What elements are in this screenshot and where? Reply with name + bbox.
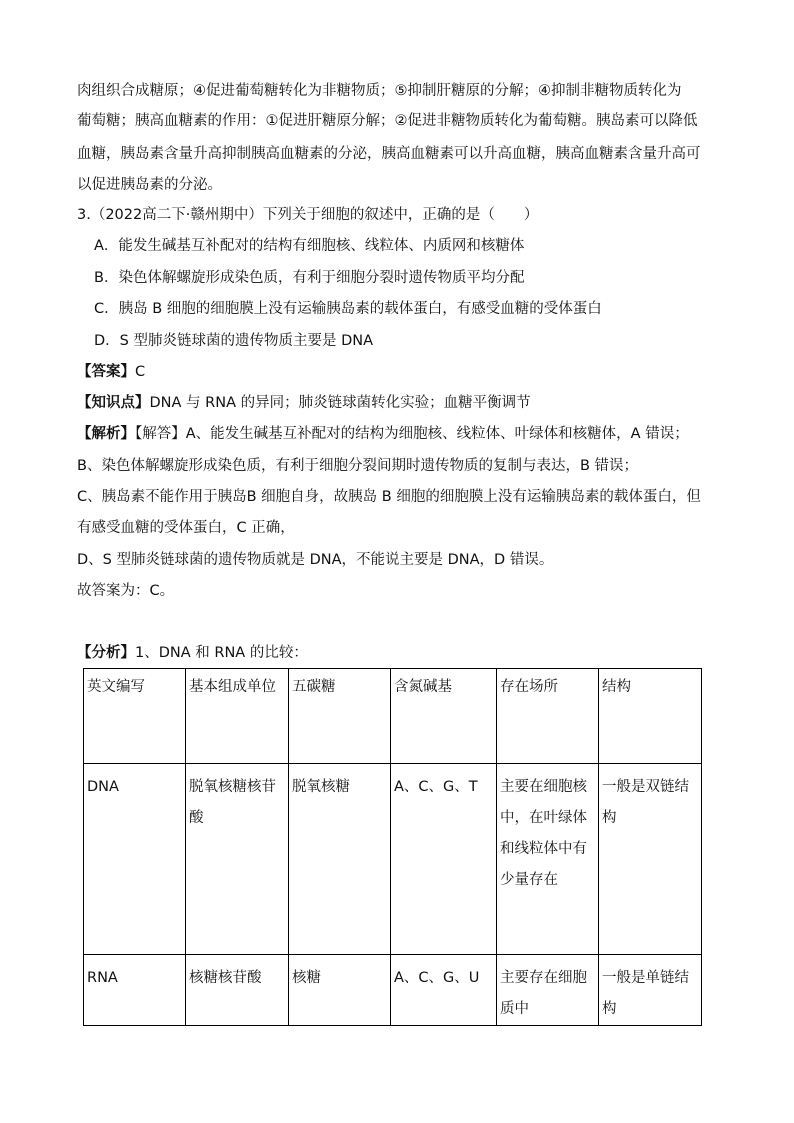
table-header-cell: 存在场所 [497, 669, 599, 764]
table-header-cell: 基本组成单位 [186, 669, 289, 764]
analysis-line-3: C、胰岛素不能作用于胰岛B 细胞自身，故胰岛 B 细胞的细胞膜上没有运输胰岛素的载体蛋白，但 [77, 489, 701, 505]
paragraph-line-4: 以促进胰岛素的分泌。 [77, 177, 222, 193]
analysis-line-5: D、S 型肺炎链球菌的遗传物质就是 DNA，不能说主要是 DNA，D 错误。 [77, 552, 554, 568]
table-cell: RNA [84, 955, 186, 1026]
table-row [84, 955, 702, 1026]
analysis2-line [77, 643, 308, 663]
answer-line [77, 362, 145, 382]
option-c: C．胰岛 B 细胞的细胞膜上没有运输胰岛素的载体蛋白，有感受血糖的受体蛋白 [94, 301, 602, 317]
answer-value: C [135, 364, 146, 380]
paragraph-line-1: 肉组织合成糖原；④促进葡萄糖转化为非糖物质；⑤抑制肝糖原的分解；④抑制非糖物质转化为 [77, 83, 682, 99]
knowledge-line [77, 393, 531, 413]
table-row [84, 764, 702, 955]
analysis-sublabel: 【解答】 [135, 426, 186, 442]
table-cell: 核糖核苷酸 [186, 955, 289, 1026]
analysis-line-1 [77, 424, 689, 444]
analysis2-label: 【分析】 [77, 645, 135, 661]
table-cell: 一般是双链结构 [599, 764, 702, 955]
analysis2-text: 1、DNA 和 RNA 的比较： [135, 645, 308, 661]
paragraph-line-2: 葡萄糖；胰高血糖素的作用：①促进肝糖原分解；②促进非糖物质转化为葡萄糖。胰岛素可以降低 [77, 113, 698, 129]
table-cell: DNA [84, 764, 186, 955]
table-cell: 核糖 [289, 955, 391, 1026]
table-header-cell: 含氮碱基 [391, 669, 497, 764]
table-cell: 主要在细胞核中，在叶绿体和线粒体中有少量存在 [497, 764, 599, 955]
table-header-cell: 英文编写 [84, 669, 186, 764]
question-stem: 3.（2022高二下·赣州期中）下列关于细胞的叙述中，正确的是（ ） [77, 207, 539, 223]
table-header-row [84, 669, 702, 764]
analysis-line-2: B、染色体解螺旋形成染色质，有利于细胞分裂间期时遗传物质的复制与表达，B 错误； [77, 458, 639, 474]
analysis-text-1: A、能发生碱基互补配对的结构为细胞核、线粒体、叶绿体和核糖体，A 错误； [185, 426, 689, 442]
table-cell: 主要存在细胞质中 [497, 955, 599, 1026]
comparison-table [83, 668, 702, 1026]
table-cell: A、C、G、T [391, 764, 497, 955]
analysis-line-4: 有感受血糖的受体蛋白，C 正确， [77, 520, 295, 536]
analysis-label: 【解析】 [77, 426, 135, 442]
table-cell: 一般是单链结构 [599, 955, 702, 1026]
table-header-cell: 五碳糖 [289, 669, 391, 764]
table-cell: A、C、G、U [391, 955, 497, 1026]
option-a: A．能发生碱基互补配对的结构有细胞核、线粒体、内质网和核糖体 [94, 238, 525, 254]
answer-label: 【答案】 [77, 364, 135, 380]
option-b: B．染色体解螺旋形成染色质，有利于细胞分裂时遗传物质平均分配 [94, 270, 525, 286]
table-header-cell: 结构 [599, 669, 702, 764]
table-cell: 脱氧核糖核苷酸 [186, 764, 289, 955]
knowledge-value: DNA 与 RNA 的异同；肺炎链球菌转化实验；血糖平衡调节 [149, 395, 531, 411]
paragraph-line-3: 血糖，胰岛素含量升高抑制胰高血糖素的分泌，胰高血糖素可以升高血糖，胰高血糖素含量升高可 [77, 146, 701, 162]
option-d: D．S 型肺炎链球菌的遗传物质主要是 DNA [94, 333, 374, 349]
analysis-line-6: 故答案为：C。 [77, 583, 175, 599]
table-cell: 脱氧核糖 [289, 764, 391, 955]
knowledge-label: 【知识点】 [77, 395, 150, 411]
